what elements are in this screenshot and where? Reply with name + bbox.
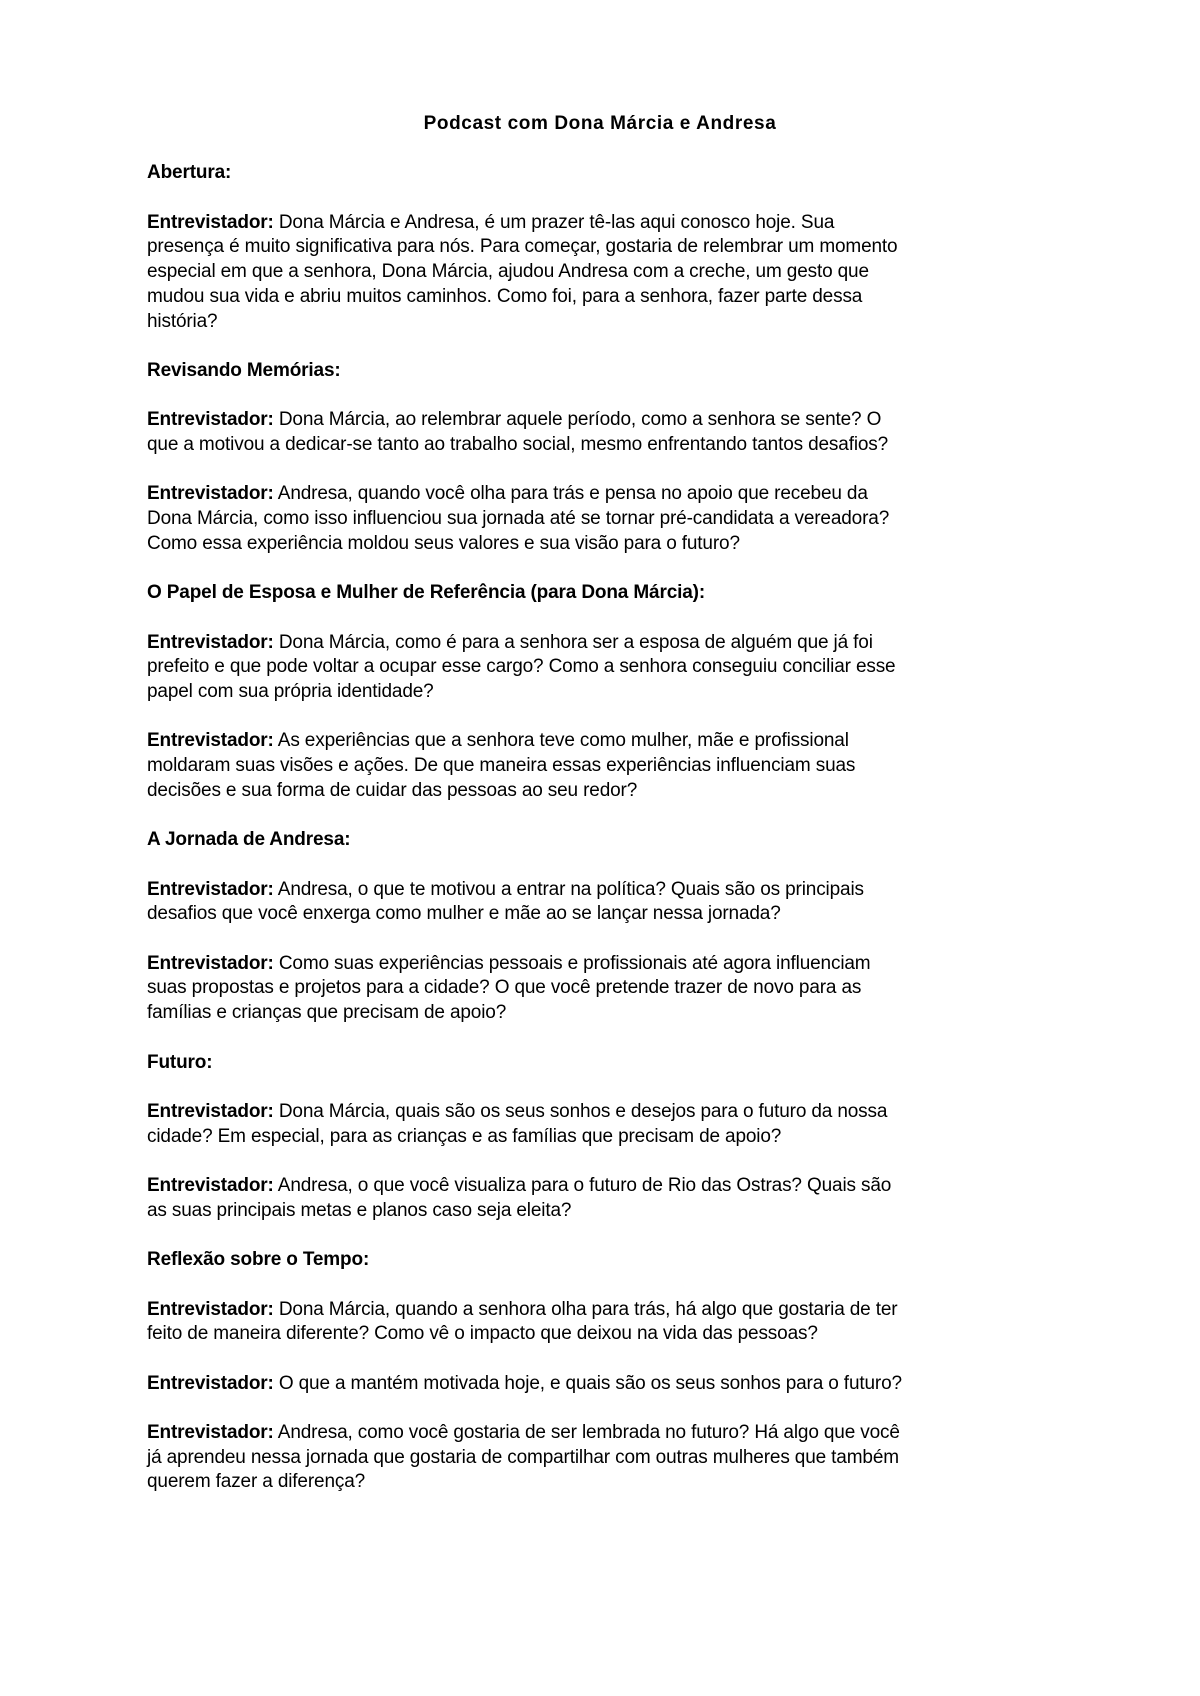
line-text: Andresa, o que te motivou a entrar na política? Quais são os principais [273,878,864,900]
text-line [147,235,1067,260]
document-body [147,161,1067,1495]
interview-question [147,878,1067,927]
line-text: Como essa experiência moldou seus valores e sua visão para o futuro? [147,532,740,554]
line-text: especial em que a senhora, Dona Márcia, ajudou Andresa com a creche, um gesto que [147,261,869,283]
text-line [147,1470,1067,1495]
line-text: cidade? Em especial, para as crianças e as famílias que precisam de apoio? [147,1125,782,1147]
line-text: moldaram suas visões e ações. De que maneira essas experiências influenciam suas [147,755,856,777]
text-line [147,680,1067,705]
line-text: desafios que você enxerga como mulher e mãe ao se lançar nessa jornada? [147,903,781,925]
text-line [147,1199,1067,1224]
text-line [147,433,1067,458]
line-text: famílias e crianças que precisam de apoio? [147,1002,507,1024]
line-text: Andresa, como você gostaria de ser lembrada no futuro? Há algo que você [273,1421,900,1443]
text-line [147,507,1067,532]
section-heading: O Papel de Esposa e Mulher de Referência (para Dona Márcia): [147,582,706,604]
line-text: Dona Márcia, como é para a senhora ser a esposa de alguém que já foi [273,631,873,653]
text-line [147,976,1067,1001]
line-text: As experiências que a senhora teve como mulher, mãe e profissional [273,730,849,752]
speaker-label: Entrevistador: [147,631,274,653]
text-line [147,729,1067,754]
text-line [147,1372,1067,1397]
text-line [147,655,1067,680]
line-text: Dona Márcia, quando a senhora olha para trás, há algo que gostaria de ter [273,1298,898,1320]
text-line [147,482,1067,507]
text-line [147,211,1067,236]
speaker-label: Entrevistador: [147,1298,274,1320]
line-text: suas propostas e projetos para a cidade? O que você pretende trazer de novo para as [147,977,862,999]
line-text: as suas principais metas e planos caso seja eleita? [147,1199,572,1221]
section [147,1051,1067,1224]
interview-question [147,1421,1067,1495]
text-line [147,902,1067,927]
text-line [147,1298,1067,1323]
line-text: prefeito e que pode voltar a ocupar esse cargo? Como a senhora conseguiu conciliar esse [147,656,896,678]
speaker-label: Entrevistador: [147,211,274,233]
section-heading: A Jornada de Andresa: [147,829,351,851]
line-text: decisões e sua forma de cuidar das pessoas ao seu redor? [147,779,638,801]
text-line [147,1322,1067,1347]
speaker-label: Entrevistador: [147,483,274,505]
line-text: mudou sua vida e abriu muitos caminhos. Como foi, para a senhora, fazer parte dessa [147,285,863,307]
speaker-label: Entrevistador: [147,409,274,431]
section-heading: Reflexão sobre o Tempo: [147,1249,370,1271]
text-line [147,260,1067,285]
line-text: Dona Márcia e Andresa, é um prazer tê-las aqui conosco hoje. Sua [273,211,835,233]
speaker-label: Entrevistador: [147,1421,274,1443]
interview-question [147,211,1067,335]
line-text: que a motivou a dedicar-se tanto ao trabalho social, mesmo enfrentando tantos desafios? [147,434,889,456]
text-line [147,408,1067,433]
section [147,161,1067,334]
section-heading: Futuro: [147,1051,213,1073]
section [147,828,1067,1026]
text-line [147,1421,1067,1446]
speaker-label: Entrevistador: [147,1100,274,1122]
interview-question [147,729,1067,803]
section [147,1248,1067,1495]
line-text: Como suas experiências pessoais e profissionais até agora influenciam [273,952,871,974]
text-line [147,310,1067,335]
interview-question [147,1100,1067,1149]
section [147,581,1067,803]
text-line [147,1174,1067,1199]
line-text: história? [147,310,218,332]
section [147,359,1067,557]
line-text: papel com sua própria identidade? [147,681,434,703]
interview-question [147,631,1067,705]
text-line [147,285,1067,310]
text-line [147,1100,1067,1125]
text-line [147,1446,1067,1471]
interview-question [147,482,1067,556]
interview-question [147,1174,1067,1223]
line-text: Dona Márcia, ao relembrar aquele período, como a senhora se sente? O [273,409,882,431]
text-line [147,754,1067,779]
interview-question [147,1298,1067,1347]
speaker-label: Entrevistador: [147,878,274,900]
text-line [147,532,1067,557]
section-heading: Revisando Memórias: [147,359,341,381]
text-line [147,1001,1067,1026]
interview-question [147,952,1067,1026]
speaker-label: Entrevistador: [147,730,274,752]
text-line [147,779,1067,804]
text-line [147,1125,1067,1150]
speaker-label: Entrevistador: [147,1372,274,1394]
text-line [147,878,1067,903]
speaker-label: Entrevistador: [147,1175,274,1197]
document-page [147,112,1067,1520]
text-line [147,631,1067,656]
line-text: querem fazer a diferença? [147,1471,366,1493]
line-text: Andresa, quando você olha para trás e pensa no apoio que recebeu da [273,483,868,505]
text-line [147,952,1067,977]
line-text: Andresa, o que você visualiza para o futuro de Rio das Ostras? Quais são [273,1175,892,1197]
line-text: Dona Márcia, como isso influenciou sua jornada até se tornar pré-candidata a vereadora? [147,508,890,530]
document-title: Podcast com Dona Márcia e Andresa [423,113,777,134]
line-text: já aprendeu nessa jornada que gostaria de compartilhar com outras mulheres que também [147,1446,899,1468]
section-heading: Abertura: [147,162,232,184]
interview-question [147,1372,1067,1397]
line-text: O que a mantém motivada hoje, e quais são os seus sonhos para o futuro? [273,1372,902,1394]
interview-question [147,408,1067,457]
line-text: feito de maneira diferente? Como vê o impacto que deixou na vida das pessoas? [147,1323,818,1345]
speaker-label: Entrevistador: [147,952,274,974]
line-text: presença é muito significativa para nós. Para começar, gostaria de relembrar um momento [147,236,898,258]
line-text: Dona Márcia, quais são os seus sonhos e desejos para o futuro da nossa [273,1100,888,1122]
